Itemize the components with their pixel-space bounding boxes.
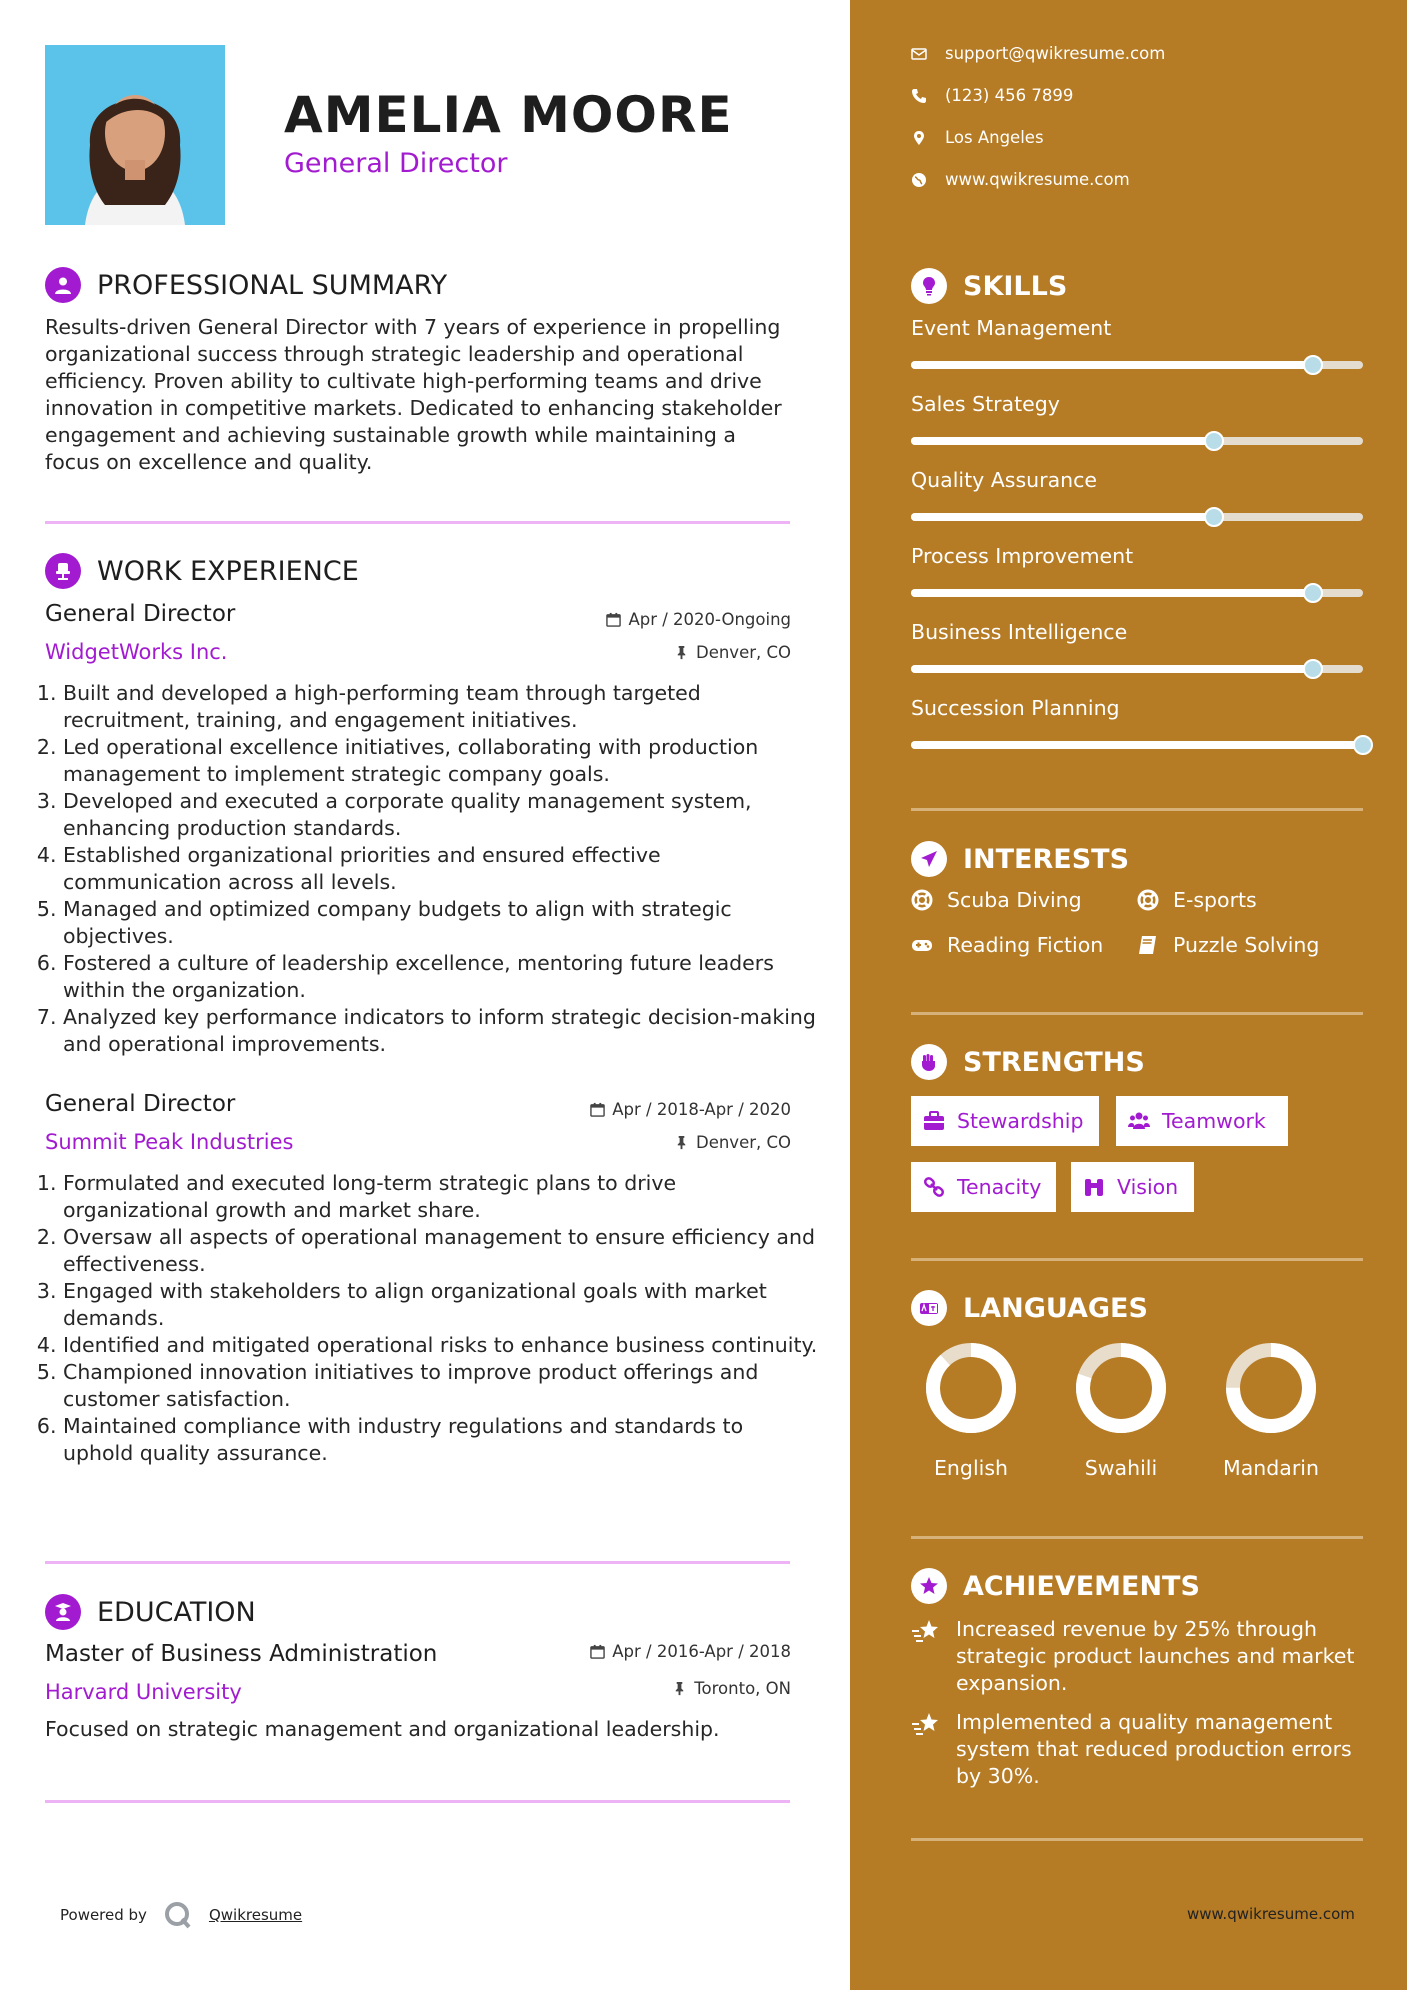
- strength-label: Tenacity: [957, 1175, 1042, 1199]
- language-label: Swahili: [1084, 1456, 1158, 1480]
- divider: [45, 1800, 790, 1803]
- skill-bar-fill: [911, 437, 1214, 445]
- list-item: 5. Managed and optimized company budgets to align with strategic objectives.: [63, 896, 818, 950]
- list-item: 7. Analyzed key performance indicators to inform strategic decision-making and operational improvements.: [63, 1004, 818, 1058]
- book-icon: [1137, 934, 1159, 956]
- language-ring-fill: [933, 1350, 1009, 1426]
- school-name: Harvard University: [45, 1680, 242, 1704]
- interests-heading: [911, 841, 1129, 877]
- language-icon: [911, 1290, 947, 1326]
- summary-text: Results-driven General Director with 7 years of experience in propelling organizational success through strategic leadership and operational efficiency. Proven ability to cultivate high-performing teams and drive innovation in competitive markets. Dedicated to enhancing stakeholder engagement and achieving sustainable growth while maintaining a focus on excellence and quality.: [45, 315, 782, 474]
- interest-label: E-sports: [1173, 888, 1257, 912]
- skill-bar-fill: [911, 361, 1313, 369]
- education-dates: [590, 1642, 791, 1661]
- skill-bar-knob: [1204, 507, 1224, 527]
- skill-bar-fill: [911, 741, 1363, 749]
- languages-title: LANGUAGES: [963, 1292, 1148, 1324]
- list-item: 1. Formulated and executed long-term strategic plans to drive organizational growth and market share.: [63, 1170, 818, 1224]
- language-item: [921, 1342, 1021, 1480]
- divider: [911, 1012, 1363, 1015]
- skills-title: SKILLS: [963, 270, 1068, 302]
- divider: [911, 1838, 1363, 1841]
- list-item: 1. Built and developed a high-performing team through targeted recruitment, training, and engagement initiatives.: [63, 680, 818, 734]
- list-item: 4. Identified and mitigated operational risks to enhance business continuity.: [63, 1332, 818, 1359]
- candidate-name: AMELIA MOORE: [284, 86, 733, 144]
- divider: [45, 521, 790, 524]
- company-name: WidgetWorks Inc.: [45, 640, 228, 664]
- job-duties-list: [35, 1170, 818, 1467]
- language-item: [1071, 1342, 1171, 1480]
- chair-icon: [45, 553, 81, 589]
- skill-bar: [911, 513, 1363, 521]
- calendar-icon: [606, 612, 621, 627]
- website-text[interactable]: www.qwikresume.com: [945, 170, 1130, 189]
- shooting-star-icon: [911, 1711, 941, 1739]
- interest-label: Scuba Diving: [947, 888, 1082, 912]
- job-title: General Director: [45, 1091, 236, 1117]
- calendar-icon: [590, 1102, 605, 1117]
- strength-label: Stewardship: [957, 1109, 1084, 1133]
- strength-tag: [911, 1096, 1099, 1146]
- location-text: Los Angeles: [945, 128, 1044, 147]
- language-item: [1221, 1342, 1321, 1480]
- divider: [45, 1561, 790, 1564]
- skill-label: Succession Planning: [911, 696, 1120, 720]
- phone-text: (123) 456 7899: [945, 86, 1074, 105]
- qwikresume-logo-icon: [163, 1900, 193, 1930]
- email-text[interactable]: support@qwikresume.com: [945, 44, 1166, 63]
- education-location-text: Toronto, ON: [694, 1679, 791, 1698]
- gamepad-icon: [911, 934, 933, 956]
- education-heading: [45, 1594, 256, 1630]
- graduate-icon: [45, 1594, 81, 1630]
- pin-icon: [672, 1681, 687, 1696]
- skill-label: Sales Strategy: [911, 392, 1060, 416]
- skills-heading: [911, 268, 1067, 304]
- strengths-heading: [911, 1044, 1145, 1080]
- users-icon: [1128, 1110, 1150, 1132]
- education-text: Focused on strategic management and organizational leadership.: [45, 1717, 720, 1741]
- job-dates: [606, 610, 791, 629]
- paper-plane-icon: [911, 841, 947, 877]
- skill-label: Event Management: [911, 316, 1112, 340]
- skill-label: Business Intelligence: [911, 620, 1128, 644]
- strength-tag: [1116, 1096, 1288, 1146]
- skill-bar: [911, 437, 1363, 445]
- skill-bar-fill: [911, 589, 1313, 597]
- list-item: 4. Established organizational priorities and ensured effective communication across all levels.: [63, 842, 818, 896]
- briefcase-icon: [923, 1110, 945, 1132]
- envelope-icon: [911, 46, 927, 62]
- list-item: 3. Engaged with stakeholders to align organizational goals with market demands.: [63, 1278, 818, 1332]
- language-ring: [1075, 1342, 1167, 1434]
- skill-bar: [911, 361, 1363, 369]
- achievement-item: [911, 1616, 1371, 1697]
- experience-title: WORK EXPERIENCE: [97, 555, 359, 587]
- footer-url[interactable]: www.qwikresume.com: [1187, 1905, 1355, 1923]
- language-ring: [925, 1342, 1017, 1434]
- contact-email: [911, 44, 1165, 63]
- footer-powered: [60, 1900, 302, 1930]
- divider: [911, 1258, 1363, 1261]
- language-label: English: [933, 1456, 1009, 1480]
- list-item: 6. Fostered a culture of leadership excellence, mentoring future leaders within the organization.: [63, 950, 818, 1004]
- strength-tag: [1071, 1162, 1194, 1212]
- list-item: 3. Developed and executed a corporate quality management system, enhancing production standards.: [63, 788, 818, 842]
- job-location: [674, 643, 791, 662]
- achievement-text: Implemented a quality management system that reduced production errors by 30%.: [956, 1710, 1352, 1788]
- list-item: 6. Maintained compliance with industry regulations and standards to uphold quality assurance.: [63, 1413, 818, 1467]
- job-title: General Director: [45, 601, 236, 627]
- skill-label: Process Improvement: [911, 544, 1134, 568]
- job-dates-text: Apr / 2018-Apr / 2020: [612, 1100, 791, 1119]
- degree-title: Master of Business Administration: [45, 1641, 438, 1667]
- map-marker-icon: [911, 130, 927, 146]
- company-name: Summit Peak Industries: [45, 1130, 294, 1154]
- experience-heading: [45, 553, 359, 589]
- job-location-text: Denver, CO: [695, 643, 791, 662]
- skill-bar-knob: [1204, 431, 1224, 451]
- strength-label: Vision: [1117, 1175, 1179, 1199]
- job-location: [674, 1133, 791, 1152]
- skill-bar-fill: [911, 665, 1313, 673]
- education-location: [672, 1679, 791, 1698]
- shooting-star-icon: [911, 1618, 941, 1646]
- skill-bar: [911, 665, 1363, 673]
- strengths-title: STRENGTHS: [963, 1046, 1145, 1078]
- lightbulb-icon: [911, 268, 947, 304]
- powered-by-text: Powered by: [60, 1906, 147, 1924]
- pin-icon: [674, 1135, 689, 1150]
- interest-item: [911, 888, 1082, 912]
- achievement-text: Increased revenue by 25% through strategic product launches and market expansion.: [956, 1617, 1355, 1695]
- list-item: 2. Oversaw all aspects of operational management to ensure efficiency and effectiveness.: [63, 1224, 818, 1278]
- contact-website: [911, 170, 1130, 189]
- job-location-text: Denver, CO: [695, 1133, 791, 1152]
- achievements-heading: [911, 1568, 1200, 1604]
- education-title: EDUCATION: [97, 1596, 256, 1628]
- interest-item: [1137, 888, 1257, 912]
- contact-location: [911, 128, 1044, 147]
- skill-label: Quality Assurance: [911, 468, 1098, 492]
- job-duties-list: [35, 680, 818, 1058]
- phone-icon: [911, 88, 927, 104]
- job-dates: [590, 1100, 791, 1119]
- globe-icon: [911, 172, 927, 188]
- languages-heading: [911, 1290, 1148, 1326]
- interest-label: Reading Fiction: [947, 933, 1104, 957]
- life-ring-icon: [911, 889, 933, 911]
- skill-bar: [911, 589, 1363, 597]
- list-item: 2. Led operational excellence initiatives, collaborating with production management to implement strategic company goals.: [63, 734, 818, 788]
- user-icon: [45, 267, 81, 303]
- interest-label: Puzzle Solving: [1173, 933, 1320, 957]
- achievements-title: ACHIEVEMENTS: [963, 1570, 1200, 1602]
- divider: [911, 1536, 1363, 1539]
- pin-icon: [674, 645, 689, 660]
- star-icon: [911, 1568, 947, 1604]
- interests-title: INTERESTS: [963, 843, 1130, 875]
- divider: [911, 808, 1363, 811]
- strength-label: Teamwork: [1162, 1109, 1266, 1133]
- candidate-role: General Director: [284, 148, 508, 179]
- brand-link[interactable]: Qwikresume: [208, 1906, 303, 1924]
- skill-bar: [911, 741, 1363, 749]
- strength-tag: [911, 1162, 1056, 1212]
- list-item: 5. Championed innovation initiatives to improve product offerings and customer satisfaction.: [63, 1359, 818, 1413]
- link-icon: [923, 1176, 945, 1198]
- interest-item: [1137, 933, 1319, 957]
- contact-phone: [911, 86, 1073, 105]
- achievement-item: [911, 1709, 1371, 1790]
- language-label: Mandarin: [1223, 1456, 1319, 1480]
- profile-photo: [45, 45, 225, 225]
- job-dates-text: Apr / 2020-Ongoing: [628, 610, 791, 629]
- education-dates-text: Apr / 2016-Apr / 2018: [612, 1642, 791, 1661]
- summary-heading: [45, 267, 447, 303]
- binoculars-icon: [1083, 1176, 1105, 1198]
- fist-icon: [911, 1044, 947, 1080]
- language-ring: [1225, 1342, 1317, 1434]
- skill-bar-fill: [911, 513, 1214, 521]
- life-ring-icon: [1137, 889, 1159, 911]
- summary-title: PROFESSIONAL SUMMARY: [97, 269, 448, 301]
- interest-item: [911, 933, 1103, 957]
- skill-bar-knob: [1353, 735, 1373, 755]
- calendar-icon: [590, 1644, 605, 1659]
